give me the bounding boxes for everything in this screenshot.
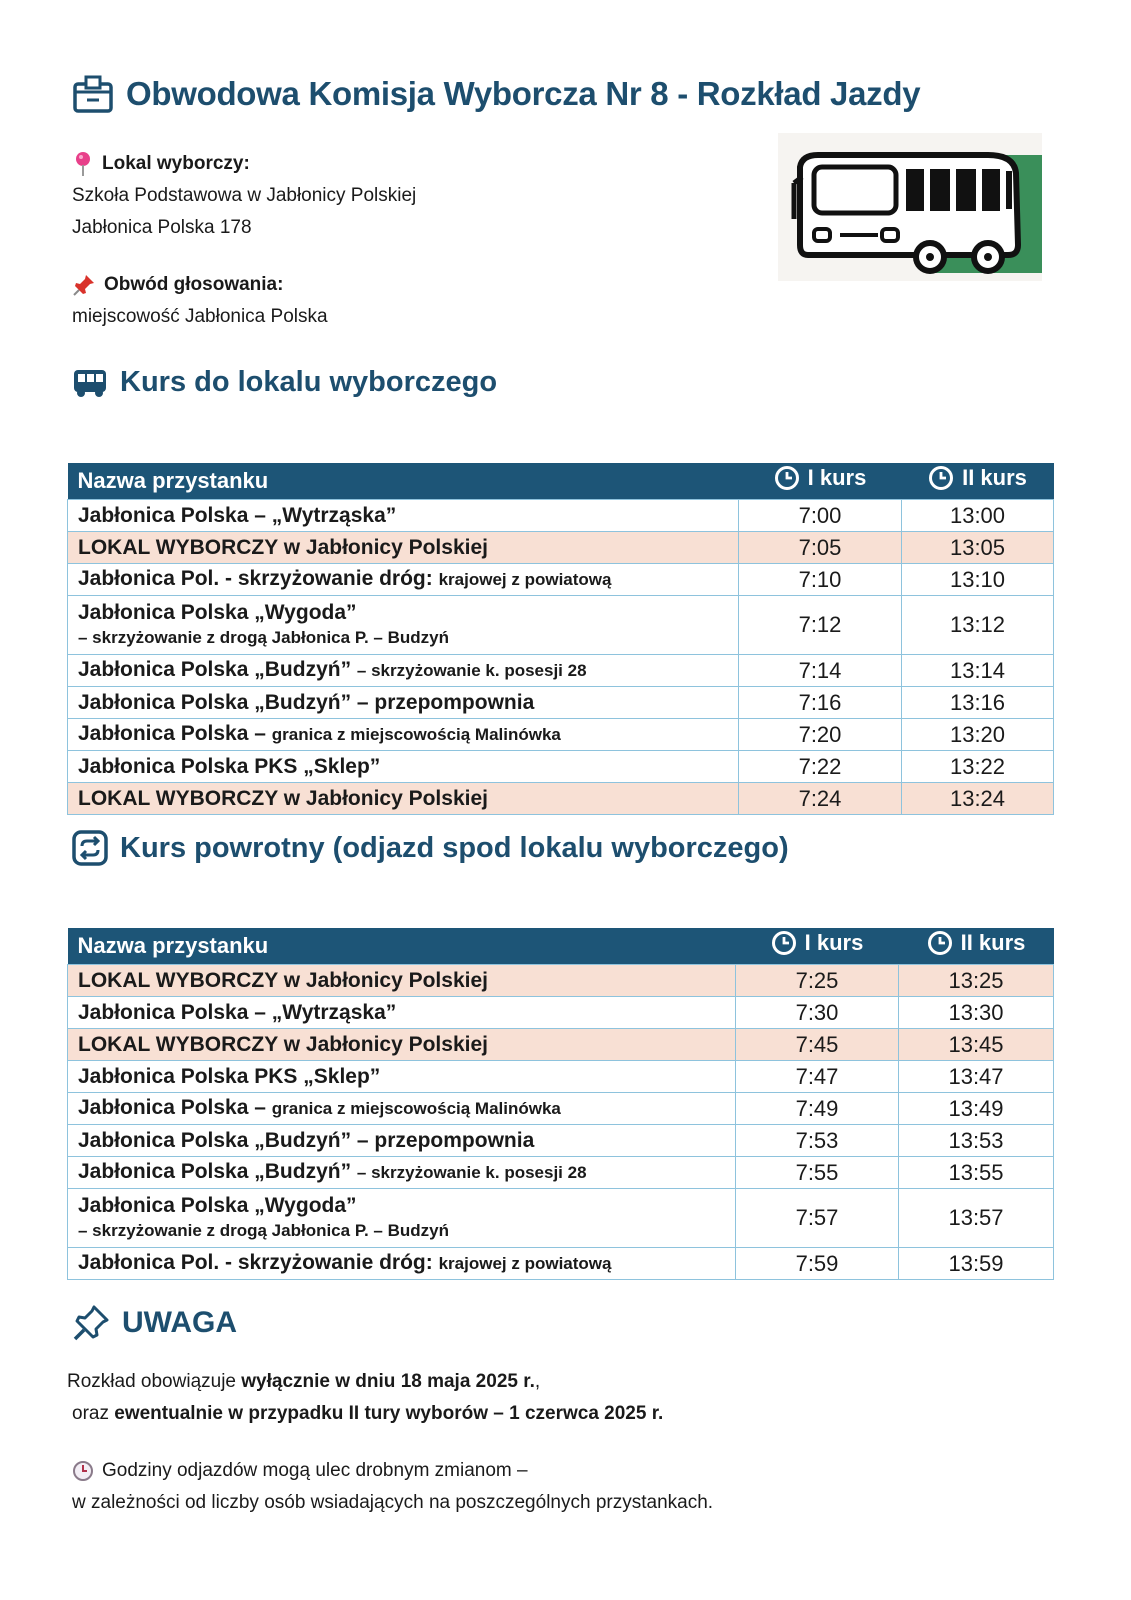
time-course1: 7:24 bbox=[739, 783, 902, 815]
table-row bbox=[68, 1189, 1054, 1248]
ballot-box-icon bbox=[72, 74, 114, 114]
time-course2: 13:00 bbox=[902, 500, 1054, 532]
lokal-line2: Jabłonica Polska 178 bbox=[72, 217, 252, 238]
section1-heading bbox=[72, 366, 497, 399]
stop-name: LOKAL WYBORCZY w Jabłonicy Polskiej bbox=[68, 532, 739, 564]
table-row bbox=[68, 751, 1054, 783]
time-course1: 7:22 bbox=[739, 751, 902, 783]
table-row bbox=[68, 596, 1054, 655]
col-header-stop: Nazwa przystanku bbox=[68, 928, 736, 965]
time-course1: 7:47 bbox=[736, 1061, 899, 1093]
uwaga-heading bbox=[72, 1304, 237, 1342]
time-course2: 13:25 bbox=[899, 965, 1054, 997]
section2-title: Kurs powrotny (odjazd spod lokalu wyborczego) bbox=[120, 831, 789, 864]
stop-name: Jabłonica Polska – granica z miejscowością Malinówka bbox=[68, 1093, 736, 1125]
time-course2: 13:10 bbox=[902, 564, 1054, 596]
stop-name: Jabłonica Polska „Budzyń” – przepompownia bbox=[68, 687, 739, 719]
stop-name: Jabłonica Polska „Wygoda” – skrzyżowanie z drogą Jabłonica P. – Budzyń bbox=[68, 1189, 736, 1248]
time-course1: 7:12 bbox=[739, 596, 902, 655]
stop-name: Jabłonica Polska – „Wytrząska” bbox=[68, 997, 736, 1029]
pushpin-icon bbox=[72, 273, 96, 297]
stop-name: Jabłonica Polska – granica z miejscowością Malinówka bbox=[68, 719, 739, 751]
clock-icon bbox=[928, 465, 954, 491]
uwaga-line3: Godziny odjazdów mogą ulec drobnym zmianom – bbox=[72, 1455, 713, 1487]
clock-icon bbox=[774, 465, 800, 491]
table-row bbox=[68, 1093, 1054, 1125]
col-header-course2 bbox=[899, 928, 1054, 965]
stop-name: Jabłonica Polska „Budzyń” – skrzyżowanie k. posesji 28 bbox=[68, 655, 739, 687]
time-course2: 13:16 bbox=[902, 687, 1054, 719]
col-header-stop: Nazwa przystanku bbox=[68, 463, 739, 500]
stop-name: LOKAL WYBORCZY w Jabłonicy Polskiej bbox=[68, 783, 739, 815]
time-course2: 13:05 bbox=[902, 532, 1054, 564]
stop-name: Jabłonica Pol. - skrzyżowanie dróg: krajowej z powiatową bbox=[68, 564, 739, 596]
time-course2: 13:55 bbox=[899, 1157, 1054, 1189]
stop-name: Jabłonica Polska „Wygoda” – skrzyżowanie z drogą Jabłonica P. – Budzyń bbox=[68, 596, 739, 655]
time-course1: 7:14 bbox=[739, 655, 902, 687]
time-course1: 7:16 bbox=[739, 687, 902, 719]
time-course2: 13:47 bbox=[899, 1061, 1054, 1093]
time-course1: 7:53 bbox=[736, 1125, 899, 1157]
col-header-course2 bbox=[902, 463, 1054, 500]
time-course2: 13:24 bbox=[902, 783, 1054, 815]
clock-icon bbox=[771, 930, 797, 956]
stop-name: LOKAL WYBORCZY w Jabłonicy Polskiej bbox=[68, 1029, 736, 1061]
table-row bbox=[68, 1157, 1054, 1189]
section2-heading bbox=[72, 830, 789, 866]
course2-label: II kurs bbox=[962, 465, 1027, 490]
obwod-info bbox=[72, 269, 328, 333]
table-row bbox=[68, 687, 1054, 719]
pin-note-icon bbox=[72, 1304, 110, 1342]
time-course1: 7:10 bbox=[739, 564, 902, 596]
return-arrows-icon bbox=[72, 830, 108, 866]
uwaga-paragraph-dates bbox=[67, 1366, 663, 1430]
time-course2: 13:20 bbox=[902, 719, 1054, 751]
time-course1: 7:30 bbox=[736, 997, 899, 1029]
time-course2: 13:53 bbox=[899, 1125, 1054, 1157]
time-course2: 13:59 bbox=[899, 1248, 1054, 1280]
time-course1: 7:59 bbox=[736, 1248, 899, 1280]
table-row bbox=[68, 1061, 1054, 1093]
uwaga-title: UWAGA bbox=[122, 1306, 237, 1339]
table-header-row bbox=[68, 928, 1054, 965]
obwod-label: Obwód głosowania: bbox=[104, 274, 284, 295]
section1-title: Kurs do lokalu wyborczego bbox=[120, 366, 498, 398]
stop-name: LOKAL WYBORCZY w Jabłonicy Polskiej bbox=[68, 965, 736, 997]
col-header-course1 bbox=[739, 463, 902, 500]
table-row bbox=[68, 1125, 1054, 1157]
time-course1: 7:20 bbox=[739, 719, 902, 751]
table-row bbox=[68, 564, 1054, 596]
stop-name: Jabłonica Polska PKS „Sklep” bbox=[68, 1061, 736, 1093]
col-header-course1 bbox=[736, 928, 899, 965]
clock-icon bbox=[927, 930, 953, 956]
obwod-line1: miejscowość Jabłonica Polska bbox=[72, 306, 328, 327]
time-course1: 7:49 bbox=[736, 1093, 899, 1125]
time-course2: 13:22 bbox=[902, 751, 1054, 783]
schedule-table-return bbox=[67, 928, 1054, 1280]
table-row-polling-station bbox=[68, 965, 1054, 997]
time-course1: 7:57 bbox=[736, 1189, 899, 1248]
table-row bbox=[68, 655, 1054, 687]
obwod-label-row bbox=[72, 269, 328, 301]
time-course2: 13:12 bbox=[902, 596, 1054, 655]
time-course2: 13:14 bbox=[902, 655, 1054, 687]
uwaga-paragraph-times bbox=[72, 1455, 713, 1519]
table-header-row bbox=[68, 463, 1054, 500]
course1-label: I kurs bbox=[804, 930, 864, 955]
table-row bbox=[68, 997, 1054, 1029]
uwaga-line2: oraz ewentualnie w przypadku II tury wyborów – 1 czerwca 2025 r. bbox=[72, 1403, 664, 1424]
bus-illustration bbox=[778, 133, 1042, 281]
stop-name: Jabłonica Polska – „Wytrząska” bbox=[68, 500, 739, 532]
lokal-label-row bbox=[72, 148, 416, 180]
time-course1: 7:25 bbox=[736, 965, 899, 997]
lokal-label: Lokal wyborczy: bbox=[102, 153, 250, 174]
clock-icon bbox=[72, 1460, 94, 1482]
table-row bbox=[68, 500, 1054, 532]
uwaga-line4: w zależności od liczby osób wsiadających na poszczególnych przystankach. bbox=[72, 1492, 714, 1513]
stop-name: Jabłonica Polska „Budzyń” – przepompownia bbox=[68, 1125, 736, 1157]
schedule-table-outbound bbox=[67, 463, 1054, 815]
pin-icon bbox=[72, 151, 94, 177]
stop-name: Jabłonica Polska „Budzyń” – skrzyżowanie k. posesji 28 bbox=[68, 1157, 736, 1189]
time-course2: 13:49 bbox=[899, 1093, 1054, 1125]
title-text: Obwodowa Komisja Wyborcza Nr 8 - Rozkład Jazdy bbox=[126, 75, 921, 112]
time-course2: 13:30 bbox=[899, 997, 1054, 1029]
table-row-polling-station bbox=[68, 783, 1054, 815]
time-course1: 7:05 bbox=[739, 532, 902, 564]
table-row-polling-station bbox=[68, 532, 1054, 564]
table-row bbox=[68, 1248, 1054, 1280]
course2-label: II kurs bbox=[960, 930, 1026, 955]
lokal-info bbox=[72, 148, 416, 244]
bus-icon bbox=[72, 367, 108, 399]
time-course2: 13:45 bbox=[899, 1029, 1054, 1061]
lokal-line1: Szkoła Podstawowa w Jabłonicy Polskiej bbox=[72, 185, 417, 206]
course1-label: I kurs bbox=[807, 465, 867, 490]
time-course1: 7:00 bbox=[739, 500, 902, 532]
uwaga-line1: Rozkład obowiązuje wyłącznie w dniu 18 maja 2025 r., bbox=[67, 1371, 541, 1392]
table-row bbox=[68, 719, 1054, 751]
time-course1: 7:45 bbox=[736, 1029, 899, 1061]
page-title bbox=[72, 74, 920, 114]
time-course2: 13:57 bbox=[899, 1189, 1054, 1248]
table-row-polling-station bbox=[68, 1029, 1054, 1061]
stop-name: Jabłonica Polska PKS „Sklep” bbox=[68, 751, 739, 783]
stop-name: Jabłonica Pol. - skrzyżowanie dróg: krajowej z powiatową bbox=[68, 1248, 736, 1280]
time-course1: 7:55 bbox=[736, 1157, 899, 1189]
